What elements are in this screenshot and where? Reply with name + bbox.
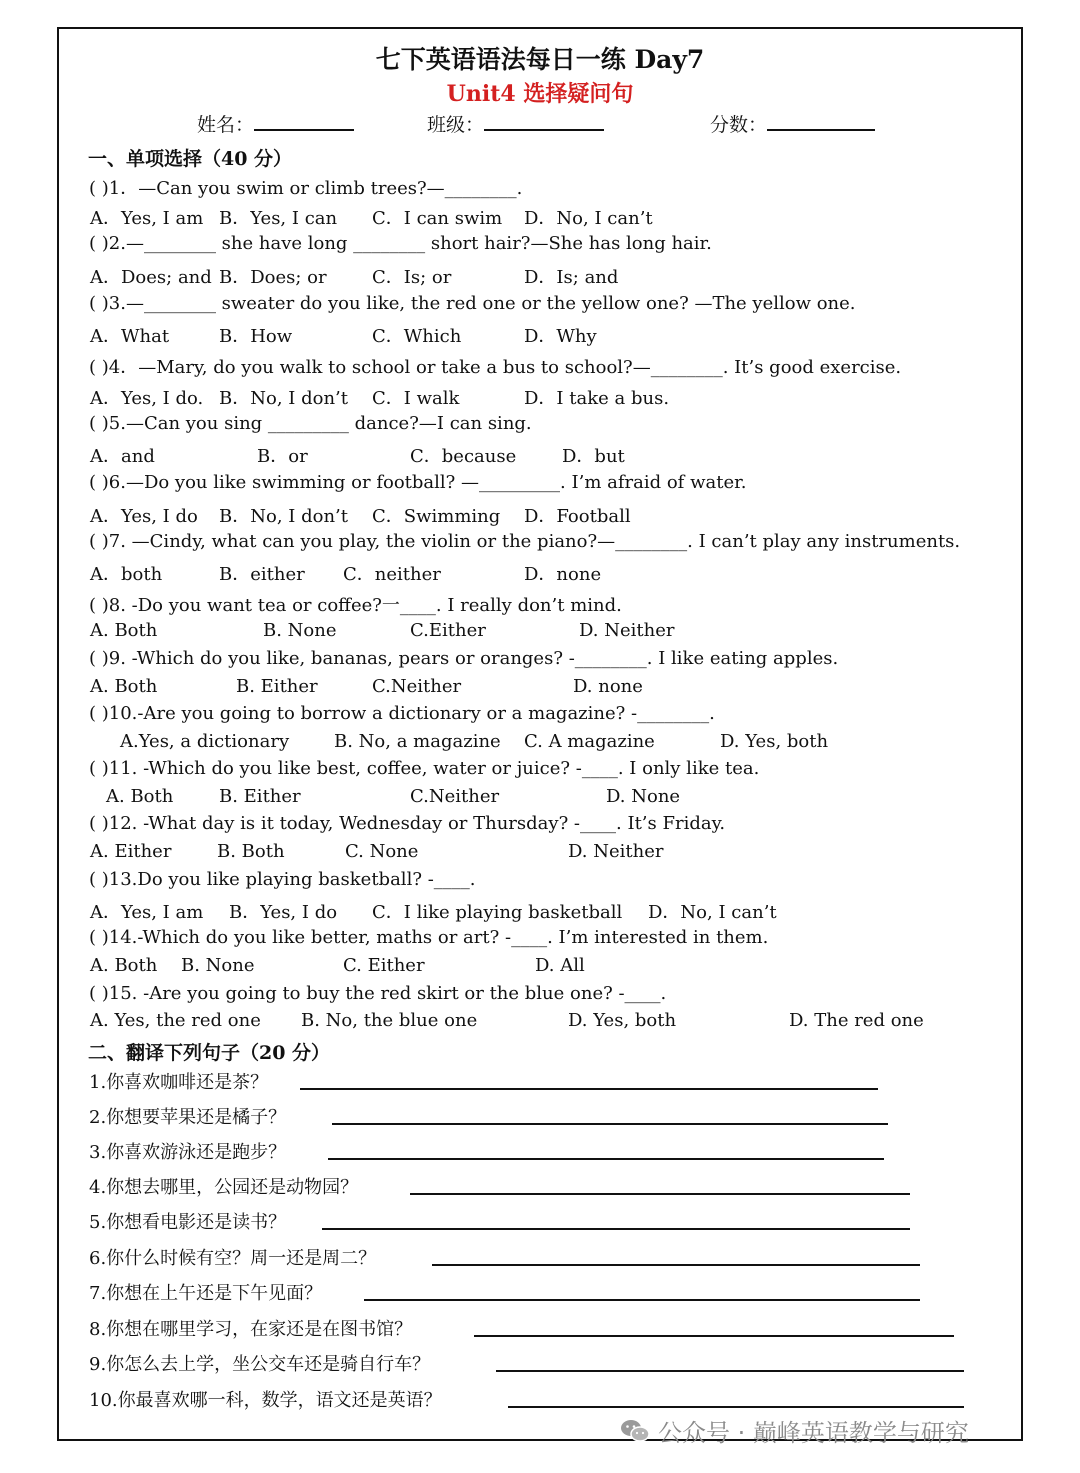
question-13-option-3[interactable]: C．I like playing basketball xyxy=(372,902,623,923)
question-4-option-2[interactable]: B．No, I don’t xyxy=(219,388,348,409)
question-5-option-2[interactable]: B．or xyxy=(257,446,308,467)
translation-answer-line-6[interactable] xyxy=(432,1264,920,1266)
question-stem-7: ( )7. —Cindy, what can you play, the violin or the piano?—________. I can’t play any instruments. xyxy=(89,531,961,552)
question-stem-13: ( )13.Do you like playing basketball? -____. xyxy=(89,869,476,890)
question-stem-12: ( )12. -What day is it today, Wednesday or Thursday? -____. It’s Friday. xyxy=(89,813,726,834)
translation-prompt-5: 5.你想看电影还是读书？ xyxy=(89,1212,287,1233)
name-field xyxy=(197,110,354,137)
translation-answer-line-2[interactable] xyxy=(332,1123,888,1125)
translation-prompt-7: 7.你想在上午还是下午见面？ xyxy=(89,1283,323,1304)
question-12-option-2[interactable]: B. Both xyxy=(217,841,285,862)
question-stem-14: ( )14.-Which do you like better, maths or art? -____. I’m interested in them. xyxy=(89,927,769,948)
question-1-option-1[interactable]: A．Yes, I am xyxy=(90,208,204,229)
question-13-option-1[interactable]: A．Yes, I am xyxy=(90,902,204,923)
question-stem-9: ( )9. -Which do you like, bananas, pears or oranges? -________. I like eating apples. xyxy=(89,648,839,669)
question-10-option-1[interactable]: A.Yes, a dictionary xyxy=(120,731,290,752)
translation-prompt-2: 2.你想要苹果还是橘子？ xyxy=(89,1107,287,1128)
question-3-option-1[interactable]: A．What xyxy=(90,326,170,347)
question-8-option-1[interactable]: A. Both xyxy=(90,620,158,641)
question-11-option-1[interactable]: A. Both xyxy=(106,786,174,807)
question-4-option-4[interactable]: D．I take a bus. xyxy=(524,388,670,409)
question-13-option-4[interactable]: D．No, I can’t xyxy=(648,902,777,923)
question-3-option-2[interactable]: B．How xyxy=(219,326,293,347)
question-9-option-4[interactable]: D. none xyxy=(573,676,643,697)
name-label: 姓名： xyxy=(197,114,255,136)
translation-prompt-9: 9.你怎么去上学，坐公交车还是骑自行车？ xyxy=(89,1354,431,1375)
page-title: 七下英语语法每日一练 Day7 xyxy=(375,45,705,74)
question-3-option-4[interactable]: D．Why xyxy=(524,326,597,347)
question-12-option-1[interactable]: A. Either xyxy=(90,841,172,862)
question-stem-11: ( )11. -Which do you like best, coffee, water or juice? -____. I only like tea. xyxy=(89,758,760,779)
question-15-option-4[interactable]: D. The red one xyxy=(789,1010,924,1031)
question-8-option-3[interactable]: C.Either xyxy=(410,620,486,641)
question-stem-6: ( )6.—Do you like swimming or football? —_________. I’m afraid of water. xyxy=(89,472,747,493)
question-6-option-4[interactable]: D．Football xyxy=(524,506,631,527)
translation-answer-line-4[interactable] xyxy=(410,1193,910,1195)
question-1-option-4[interactable]: D．No, I can’t xyxy=(524,208,653,229)
question-12-option-3[interactable]: C. None xyxy=(345,841,419,862)
section-heading-choice: 一、单项选择（40 分） xyxy=(88,148,293,170)
translation-prompt-3: 3.你喜欢游泳还是跑步？ xyxy=(89,1142,287,1163)
translation-answer-line-7[interactable] xyxy=(364,1299,920,1301)
section-heading-translate: 二、翻译下列句子（20 分） xyxy=(88,1042,331,1064)
question-6-option-3[interactable]: C．Swimming xyxy=(372,506,501,527)
question-14-option-4[interactable]: D. All xyxy=(535,955,585,976)
question-2-option-2[interactable]: B．Does; or xyxy=(219,267,327,288)
question-15-option-1[interactable]: A. Yes, the red one xyxy=(90,1010,261,1031)
score-label: 分数： xyxy=(710,114,768,136)
translation-answer-line-9[interactable] xyxy=(496,1370,964,1372)
question-3-option-3[interactable]: C．Which xyxy=(372,326,462,347)
question-7-option-3[interactable]: C．neither xyxy=(343,564,441,585)
watermark-text: 公众号 · 巅峰英语教学与研究 xyxy=(658,1419,969,1447)
question-6-option-1[interactable]: A．Yes, I do xyxy=(90,506,198,527)
wechat-icon xyxy=(620,1418,650,1450)
question-2-option-1[interactable]: A．Does; and xyxy=(90,267,212,288)
question-stem-1: ( )1．—Can you swim or climb trees?—________. xyxy=(89,178,523,199)
translation-answer-line-1[interactable] xyxy=(300,1088,878,1090)
question-stem-3: ( )3.—________ sweater do you like, the red one or the yellow one? —The yellow one. xyxy=(89,293,856,314)
question-15-option-3[interactable]: D. Yes, both xyxy=(568,1010,677,1031)
question-stem-15: ( )15. -Are you going to buy the red skirt or the blue one? -____. xyxy=(89,983,667,1004)
question-9-option-3[interactable]: C.Neither xyxy=(372,676,462,697)
question-8-option-4[interactable]: D. Neither xyxy=(579,620,675,641)
translation-prompt-6: 6.你什么时候有空？周一还是周二？ xyxy=(89,1248,377,1269)
question-7-option-4[interactable]: D．none xyxy=(524,564,602,585)
question-1-option-3[interactable]: C．I can swim xyxy=(372,208,503,229)
watermark xyxy=(620,1413,969,1450)
question-7-option-2[interactable]: B．either xyxy=(219,564,305,585)
question-14-option-1[interactable]: A. Both xyxy=(90,955,158,976)
question-stem-10: ( )10.-Are you going to borrow a dictionary or a magazine? -________. xyxy=(89,703,715,724)
translation-answer-line-3[interactable] xyxy=(328,1158,884,1160)
class-label: 班级： xyxy=(427,114,485,136)
question-10-option-2[interactable]: B. No, a magazine xyxy=(334,731,501,752)
question-7-option-1[interactable]: A．both xyxy=(90,564,163,585)
question-12-option-4[interactable]: D. Neither xyxy=(568,841,664,862)
question-5-option-3[interactable]: C．because xyxy=(410,446,517,467)
score-field xyxy=(710,110,875,137)
page-subtitle: Unit4 选择疑问句 xyxy=(446,81,634,107)
translation-prompt-1: 1.你喜欢咖啡还是茶？ xyxy=(89,1072,269,1093)
question-11-option-4[interactable]: D. None xyxy=(606,786,681,807)
question-15-option-2[interactable]: B. No, the blue one xyxy=(301,1010,478,1031)
question-9-option-1[interactable]: A. Both xyxy=(90,676,158,697)
score-blank[interactable] xyxy=(767,111,875,131)
question-2-option-4[interactable]: D．Is; and xyxy=(524,267,619,288)
translation-answer-line-10[interactable] xyxy=(508,1406,964,1408)
question-11-option-2[interactable]: B. Either xyxy=(219,786,301,807)
translation-prompt-4: 4.你想去哪里，公园还是动物园？ xyxy=(89,1177,359,1198)
translation-prompt-10: 10.你最喜欢哪一科，数学，语文还是英语？ xyxy=(89,1390,442,1411)
question-1-option-2[interactable]: B．Yes, I can xyxy=(219,208,338,229)
question-5-option-4[interactable]: D．but xyxy=(562,446,625,467)
question-stem-2: ( )2.—________ she have long ________ short hair?—She has long hair. xyxy=(89,233,712,254)
question-8-option-2[interactable]: B. None xyxy=(263,620,337,641)
translation-answer-line-8[interactable] xyxy=(474,1335,954,1337)
question-stem-8: ( )8. -Do you want tea or coffee?一____. I really don’t mind. xyxy=(89,595,622,616)
question-stem-4: ( )4．—Mary, do you walk to school or take a bus to school?—________. It’s good exercise. xyxy=(89,357,902,378)
question-9-option-2[interactable]: B. Either xyxy=(236,676,318,697)
name-blank[interactable] xyxy=(254,111,354,131)
question-4-option-3[interactable]: C．I walk xyxy=(372,388,460,409)
question-10-option-3[interactable]: C. A magazine xyxy=(524,731,655,752)
question-10-option-4[interactable]: D. Yes, both xyxy=(720,731,829,752)
question-14-option-2[interactable]: B. None xyxy=(181,955,255,976)
question-stem-5: ( )5.—Can you sing _________ dance?—I can sing. xyxy=(89,413,532,434)
question-13-option-2[interactable]: B．Yes, I do xyxy=(229,902,338,923)
translation-answer-line-5[interactable] xyxy=(322,1228,910,1230)
question-6-option-2[interactable]: B．No, I don’t xyxy=(219,506,348,527)
class-field xyxy=(427,110,604,137)
class-blank[interactable] xyxy=(484,111,604,131)
question-5-option-1[interactable]: A．and xyxy=(90,446,155,467)
translation-prompt-8: 8.你想在哪里学习，在家还是在图书馆？ xyxy=(89,1319,413,1340)
question-4-option-1[interactable]: A．Yes, I do. xyxy=(90,388,204,409)
question-2-option-3[interactable]: C．Is; or xyxy=(372,267,452,288)
question-14-option-3[interactable]: C. Either xyxy=(343,955,425,976)
question-11-option-3[interactable]: C.Neither xyxy=(410,786,500,807)
